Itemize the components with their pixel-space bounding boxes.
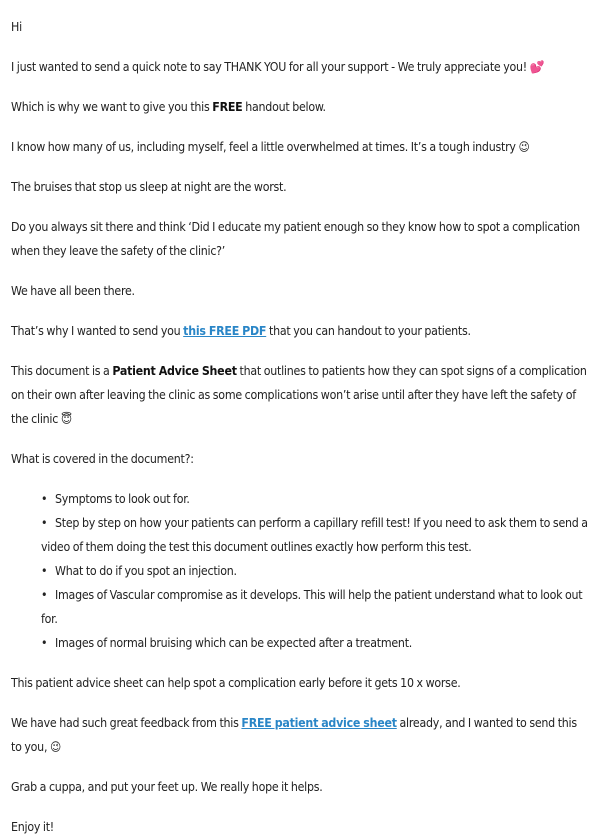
list-item	[41, 631, 590, 655]
advice-sheet-text-after: that outlines to patients how they can spot signs of a complication on their own after leaving the clinic as some complications won’t arise until after they have left the safety of the clinic	[11, 364, 587, 426]
bullet-icon: •	[41, 588, 48, 602]
hearts-icon: 💕	[529, 60, 545, 74]
thank-you-text: I just wanted to send a quick note to say THANK YOU for all your support - We truly appreciate you!	[11, 60, 527, 74]
free-handout-paragraph	[11, 95, 590, 119]
free-handout-text-after: handout below.	[242, 100, 326, 114]
advice-sheet-text-before: This document is a	[11, 364, 113, 378]
feedback-text-after: already, and I wanted to send this to you,	[11, 716, 577, 754]
free-handout-text-before: Which is why we want to give you this	[11, 100, 213, 114]
bullet-icon: •	[41, 516, 48, 530]
free-bold-text: FREE	[212, 100, 243, 114]
bruises-paragraph: The bruises that stop us sleep at night are the worst.	[11, 180, 287, 194]
bullet-icon: •	[41, 492, 48, 506]
covered-list	[11, 487, 590, 655]
bullet-icon: •	[41, 636, 48, 650]
halo-smile-icon: 😇	[60, 412, 72, 426]
spot-early-paragraph: This patient advice sheet can help spot a complication early before it gets 10 x worse.	[11, 676, 461, 690]
send-pdf-paragraph	[11, 319, 590, 343]
list-item-text: What to do if you spot an injection.	[55, 564, 237, 578]
send-pdf-text-after: that you can handout to your patients.	[266, 324, 471, 338]
wink-icon: 😉	[518, 140, 530, 154]
list-item	[41, 559, 590, 583]
bullet-icon: •	[41, 564, 48, 578]
cuppa-paragraph: Grab a cuppa, and put your feet up. We really hope it helps.	[11, 780, 323, 794]
list-item-text: Symptoms to look out for.	[55, 492, 190, 506]
advice-sheet-paragraph	[11, 359, 590, 431]
covered-heading: What is covered in the document?:	[11, 452, 194, 466]
list-item-text: Images of normal bruising which can be expected after a treatment.	[55, 636, 413, 650]
feedback-paragraph	[11, 711, 590, 759]
been-there-paragraph: We have all been there.	[11, 284, 135, 298]
thank-you-paragraph	[11, 55, 590, 79]
wink-icon: 😉	[49, 740, 61, 754]
feedback-text-before: We have had such great feedback from this	[11, 716, 242, 730]
enjoy-paragraph: Enjoy it!	[11, 820, 54, 834]
educate-patient-paragraph: Do you always sit there and think ‘Did I educate my patient enough so they know how to spot a complication when they leave the safety of the clinic?’	[11, 220, 580, 258]
free-pdf-link[interactable]: this FREE PDF	[183, 324, 267, 338]
list-item	[41, 511, 590, 559]
list-item	[41, 487, 590, 511]
free-advice-sheet-link[interactable]: FREE patient advice sheet	[241, 716, 397, 730]
list-item-text: Step by step on how your patients can perform a capillary refill test! If you need to ask them to send a video of them doing the test this document outlines exactly how perform this test.	[41, 516, 588, 554]
list-item	[41, 583, 590, 631]
greeting: Hi	[11, 20, 22, 34]
overwhelmed-text: I know how many of us, including myself, feel a little overwhelmed at times. It’s a tough industry	[11, 140, 516, 154]
send-pdf-text-before: That’s why I wanted to send you	[11, 324, 184, 338]
patient-advice-sheet-bold: Patient Advice Sheet	[112, 364, 237, 378]
overwhelmed-paragraph	[11, 135, 590, 159]
list-item-text: Images of Vascular compromise as it develops. This will help the patient understand what to look out for.	[41, 588, 583, 626]
